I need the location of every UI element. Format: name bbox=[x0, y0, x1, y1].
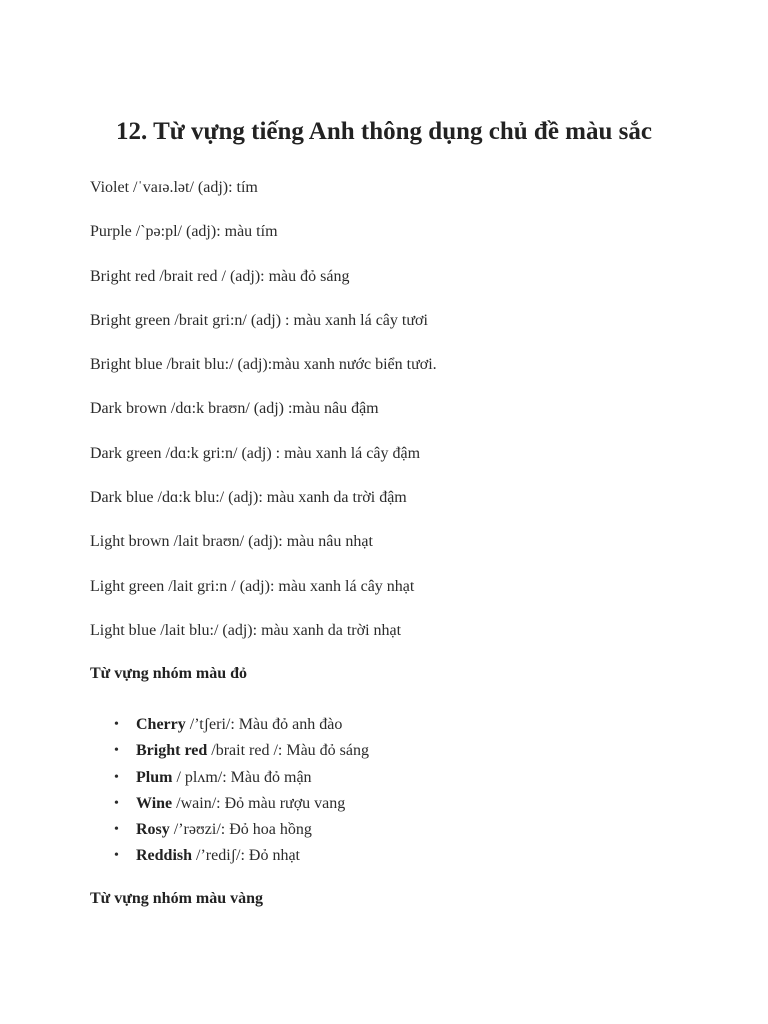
vocab-entry-dark-green: Dark green /dɑ:k gri:n/ (adj) : màu xanh lá cây đậm bbox=[90, 444, 421, 462]
definition-bright-red: /brait red /: Màu đỏ sáng bbox=[207, 742, 370, 760]
red-group-list bbox=[90, 712, 369, 870]
bullet-icon: • bbox=[114, 717, 119, 732]
term-rosy: Rosy bbox=[136, 821, 170, 839]
list-item bbox=[114, 765, 369, 791]
vocab-entry-violet: Violet /ˈvaɪə.lət/ (adj): tím bbox=[90, 179, 258, 196]
list-item bbox=[114, 712, 369, 738]
vocab-entry-bright-blue: Bright blue /brait blu:/ (adj):màu xanh nước biển tươi. bbox=[90, 356, 437, 374]
definition-cherry: /’tʃeri/: Màu đỏ anh đào bbox=[185, 716, 343, 733]
bullet-icon: • bbox=[114, 795, 119, 811]
definition-reddish: /’rediʃ/: Đỏ nhạt bbox=[192, 847, 300, 865]
bullet-icon: • bbox=[114, 769, 119, 785]
list-item bbox=[114, 791, 369, 817]
bullet-icon: • bbox=[114, 743, 119, 759]
list-item bbox=[114, 738, 370, 764]
bullet-icon: • bbox=[114, 822, 119, 838]
vocab-entry-dark-brown: Dark brown /dɑ:k braʊn/ (adj) :màu nâu đậm bbox=[90, 400, 379, 418]
vocab-entry-bright-red: Bright red /brait red / (adj): màu đỏ sáng bbox=[90, 267, 350, 285]
vocab-entry-bright-green: Bright green /brait gri:n/ (adj) : màu xanh lá cây tươi bbox=[90, 311, 428, 329]
term-plum: Plum bbox=[136, 768, 173, 786]
list-item bbox=[114, 817, 369, 843]
red-group-heading: Từ vựng nhóm màu đỏ bbox=[90, 665, 248, 682]
vocabulary-list bbox=[90, 176, 437, 663]
vocab-entry-dark-blue: Dark blue /dɑ:k blu:/ (adj): màu xanh da trời đậm bbox=[90, 489, 407, 507]
page-title: 12. Từ vựng tiếng Anh thông dụng chủ đề màu sắc bbox=[116, 118, 652, 145]
definition-plum: / plʌm/: Màu đỏ mận bbox=[172, 768, 312, 786]
term-bright-red: Bright red bbox=[136, 742, 208, 760]
yellow-group-heading: Từ vựng nhóm màu vàng bbox=[90, 890, 264, 907]
term-cherry: Cherry bbox=[136, 716, 186, 733]
list-item bbox=[114, 843, 369, 869]
vocab-entry-purple: Purple /ˋpə:pl/ (adj): màu tím bbox=[90, 223, 278, 241]
vocab-entry-light-blue: Light blue /lait blu:/ (adj): màu xanh da trời nhạt bbox=[90, 621, 402, 639]
term-reddish: Reddish bbox=[136, 847, 193, 865]
vocab-entry-light-brown: Light brown /lait braʊn/ (adj): màu nâu nhạt bbox=[90, 533, 373, 551]
vocab-entry-light-green: Light green /lait gri:n / (adj): màu xanh lá cây nhạt bbox=[90, 577, 415, 595]
bullet-icon: • bbox=[114, 848, 119, 864]
definition-wine: /wain/: Đỏ màu rượu vang bbox=[172, 794, 346, 812]
term-wine: Wine bbox=[136, 794, 173, 812]
definition-rosy: /’rəʊzi/: Đỏ hoa hồng bbox=[169, 821, 312, 839]
